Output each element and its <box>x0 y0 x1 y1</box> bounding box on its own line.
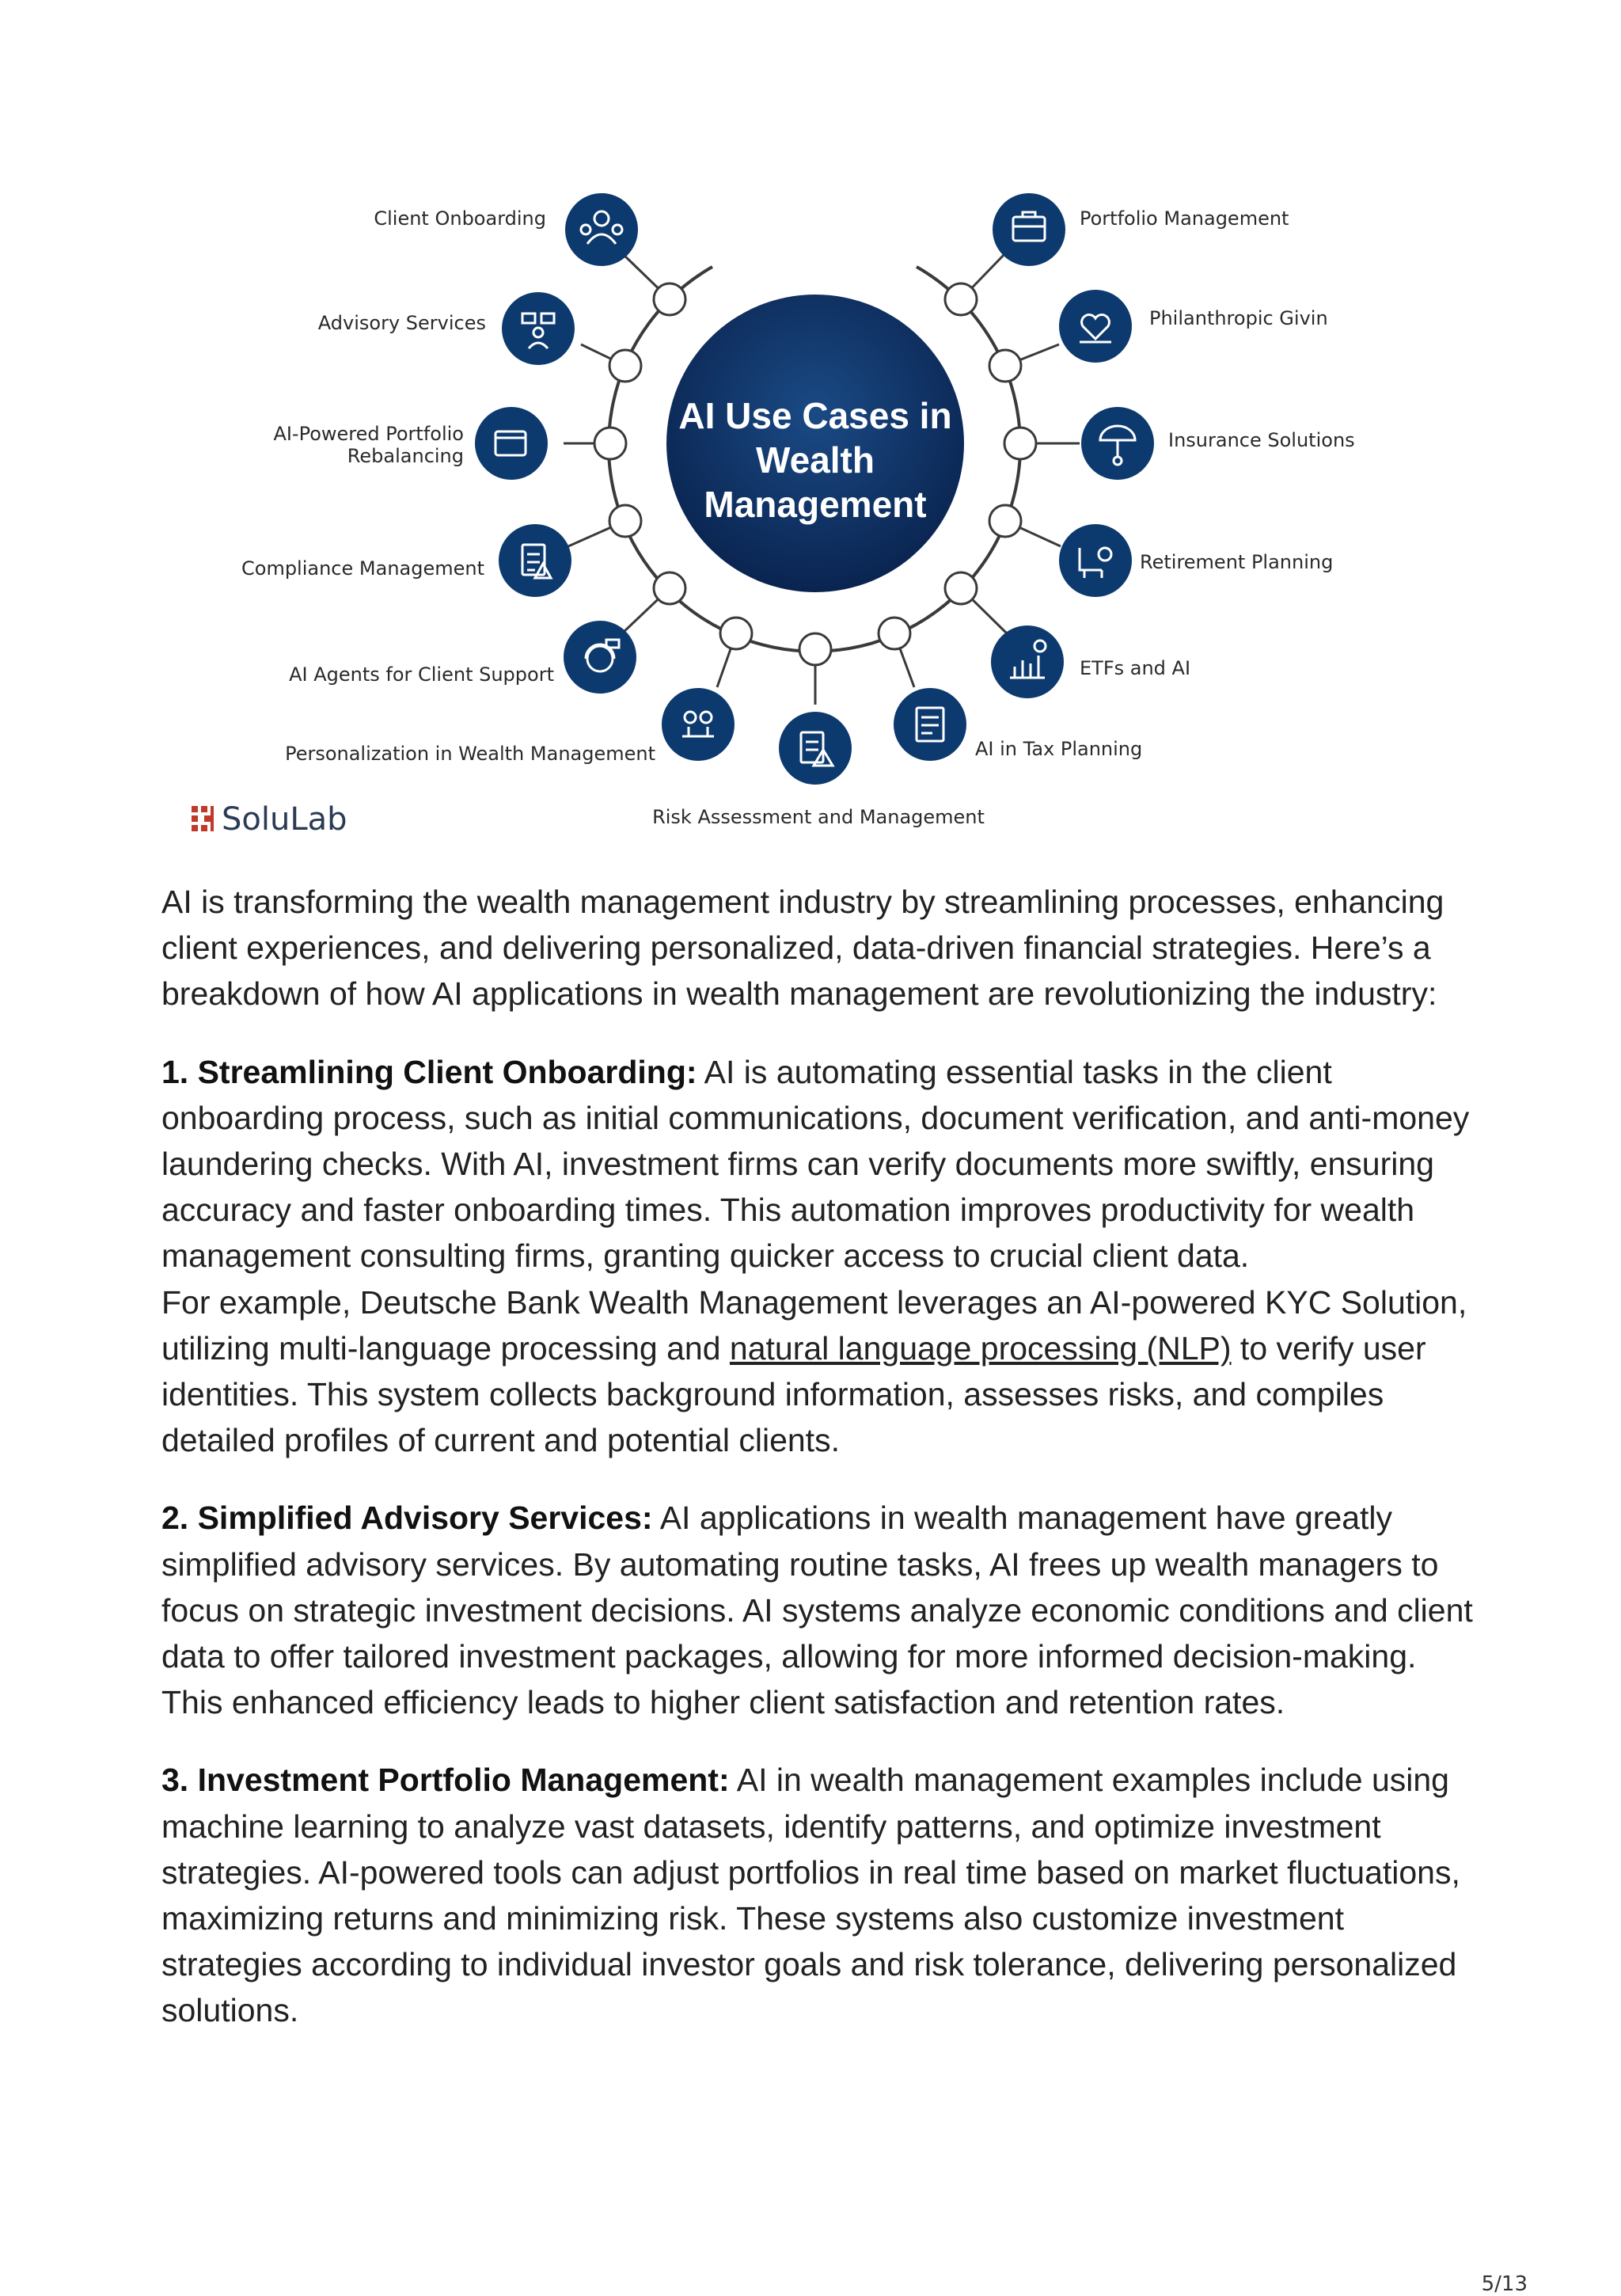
center-badge <box>666 295 964 592</box>
center-title-line-3: Management <box>704 484 927 525</box>
label-insurance: Insurance Solutions <box>1168 429 1355 451</box>
section-1-example-pre: For example, Deutsche Bank Wealth Management leverages an AI-powered KYC Solution, utilizing multi-language processing and <box>161 1283 1467 1367</box>
intro-paragraph: AI is transforming the wealth management industry by streamlining processes, enhancing client experiences, and delivering personalized, data-driven financial strategies. Here’s a breakdown of how AI applications in wealth management are revolutionizing the industry: <box>161 884 1444 1013</box>
section-3-heading: 3. Investment Portfolio Management: <box>161 1762 730 1799</box>
label-tax: AI in Tax Planning <box>975 738 1143 760</box>
section-1-heading: 1. Streamlining Client Onboarding: <box>161 1053 697 1090</box>
compliance-management-icon <box>499 524 571 597</box>
tax-planning-icon <box>894 688 966 761</box>
label-advisory-services: Advisory Services <box>317 312 486 334</box>
ai-use-cases-diagram <box>0 0 1621 863</box>
nlp-link[interactable]: natural language processing (NLP) <box>729 1329 1232 1367</box>
client-support-icon <box>564 621 636 694</box>
center-title-line-1: AI Use Cases in <box>678 395 952 436</box>
article-body <box>161 879 1475 2066</box>
label-client-support: AI Agents for Client Support <box>289 663 554 686</box>
label-rebalancing-line-2: Rebalancing <box>347 445 464 467</box>
solulab-logo-mark <box>192 806 214 831</box>
label-etfs: ETFs and AI <box>1080 657 1191 679</box>
label-personalization: Personalization in Wealth Management <box>285 743 655 765</box>
risk-assessment-icon <box>779 712 852 785</box>
section-3-body: AI in wealth management examples include using machine learning to analyze vast datasets, identify patterns, and optimize investment strategies. AI-powered tools can adjust portfolios in real time based on market fluctuations, maximizing returns and minimizing risk. These systems also customize investment strategies according to individual investor goals and risk tolerance, delivering personalized solutions. <box>161 1762 1460 2029</box>
insurance-solutions-icon <box>1081 407 1154 480</box>
label-retirement: Retirement Planning <box>1140 551 1334 573</box>
section-2-body: AI applications in wealth management have greatly simplified advisory services. By automating routine tasks, AI frees up wealth managers to focus on strategic investment decisions. AI systems analyze economic conditions and client data to offer tailored investment packages, allowing for more informed decision-making. This enhanced efficiency leads to higher client satisfaction and retention rates. <box>161 1500 1473 1721</box>
label-rebalancing-line-1: AI-Powered Portfolio <box>273 423 464 445</box>
client-onboarding-icon <box>565 193 638 266</box>
etfs-icon <box>991 625 1064 698</box>
solulab-wordmark: SoluLab <box>222 801 347 838</box>
advisory-services-icon <box>502 292 575 365</box>
section-1-body: AI is automating essential tasks in the client onboarding process, such as initial communications, document verification, and anti-money laundering checks. With AI, investment firms can verify documents more swiftly, ensuring accuracy and faster onboarding times. This automation improves productivity for wealth management consulting firms, granting quicker access to crucial client data. <box>161 1053 1470 1275</box>
center-title-line-2: Wealth <box>756 439 875 481</box>
retirement-planning-icon <box>1059 524 1132 597</box>
label-compliance: Compliance Management <box>241 557 484 580</box>
section-2-heading: 2. Simplified Advisory Services: <box>161 1500 653 1537</box>
page-number: 5/13 <box>1481 2272 1528 2296</box>
section-1-example-post: to verify user identities. This system collects background information, assesses risks, and compiles detailed profiles of current and potential clients. <box>161 1329 1426 1459</box>
solulab-logo <box>192 801 347 838</box>
section-advisory-services <box>161 1495 1475 1725</box>
portfolio-management-icon <box>993 193 1065 266</box>
label-portfolio: Portfolio Management <box>1080 207 1289 230</box>
label-client-onboarding: Client Onboarding <box>374 207 546 230</box>
label-philanthropic: Philanthropic Givin <box>1149 307 1328 329</box>
section-client-onboarding <box>161 1049 1475 1464</box>
personalization-icon <box>662 688 735 761</box>
section-portfolio-management <box>161 1757 1475 2033</box>
portfolio-rebalancing-icon <box>475 407 548 480</box>
label-risk: Risk Assessment and Management <box>652 806 985 828</box>
philanthropic-giving-icon <box>1059 290 1132 363</box>
